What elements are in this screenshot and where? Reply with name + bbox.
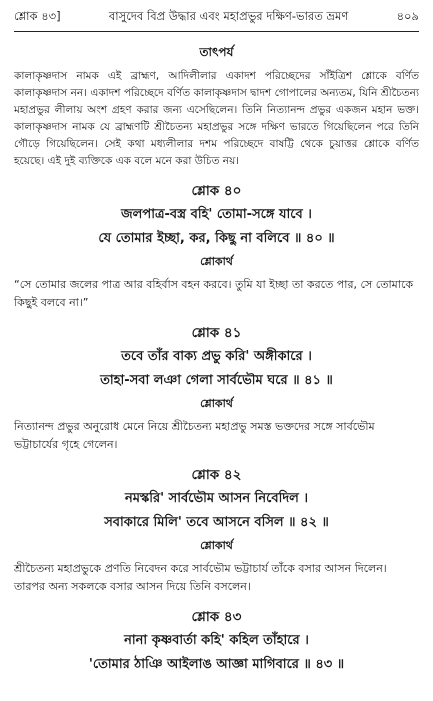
verse-number: শ্লোক ৪০	[191, 183, 242, 199]
verse-line: তাহা-সবা লঞা গেলা সার্বভৌম ঘরে ॥ ৪১ ॥	[100, 373, 333, 388]
verse-number: শ্লোক ৪১	[191, 325, 242, 341]
verse-line: যে তোমার ইচ্ছা, কর, কিছু না বলিবে ॥ ৪০ ॥	[98, 231, 335, 246]
translation-label: শ্লোকার্থ	[200, 397, 233, 410]
purport-heading: তাৎপর্য	[199, 45, 234, 59]
verse-line: তবে তাঁর বাক্য প্রভু করি' অঙ্গীকারে ।	[121, 349, 312, 364]
verse-line: নমস্করি' সার্বভৌম আসন নিবেদিল ।	[124, 491, 309, 506]
running-head-chapter-title: বাসুদেব বিপ্র উদ্ধার এবং মহাপ্রভুর দক্ষিণ-ভারত ভ্রমণ	[108, 9, 349, 23]
purport-text: কালাকৃষ্ণদাস নামক এই ব্রাহ্মণ, আদিলীলার একাদশ পরিচ্ছেদের সাঁইত্রিশ শ্লোকে বর্ণিত কালাকৃষ্ণদাস নন। একাদশ পরিচ্ছেদে বর্ণিত কালাকৃষ্ণদাস দ্বাদশ গোপালের অন্যতম, যিনি শ্রীচৈতন্য মহাপ্রভুর লীলায় অংশ গ্রহণ করার জন্য এসেছিলেন। তিনি নিত্যানন্দ প্রভুর একজন মহান ভক্ত। কালাকৃষ্ণদাস নামক যে ব্রাহ্মণটি শ্রীচৈতন্য মহাপ্রভুর সঙ্গে দক্ষিণ ভারতে গিয়েছিলেন পরে তিনি গৌড়ে গিয়েছিলেন। সেই কথা মধ্যলীলার দশম পরিচ্ছেদে বাষট্টি থেকে চুয়াত্তর শ্লোকে বর্ণিত হয়েছে। এই দুই ব্যক্তিকে এক বলে মনে করা উচিত নয়।	[14, 70, 419, 167]
verse-line: জলপাত্র-বস্ত্র বহি' তোমা-সঙ্গে যাবে ।	[121, 207, 312, 222]
verse-number: শ্লোক ৪২	[191, 467, 242, 483]
running-head	[14, 8, 419, 32]
verse-number: শ্লোক ৪৩	[191, 609, 242, 625]
page-number: ৪০৯	[396, 9, 419, 23]
verse-translation: শ্রীচৈতন্য মহাপ্রভুকে প্রণতি নিবেদন করে সার্বভৌম ভট্টাচার্য তাঁকে বসার আসন দিলেন। তারপর অন্য সকলকে বসার আসন দিয়ে তিনি বসলেন।	[14, 562, 387, 593]
verse-line: নানা কৃষ্ণবার্তা কহি' কহিল তাঁহারে ।	[124, 633, 309, 648]
verse-translation: নিত্যানন্দ প্রভুর অনুরোধ মেনে নিয়ে শ্রীচৈতন্য মহাপ্রভু সমস্ত ভক্তদের সঙ্গে সার্বভৌম ভট্টাচার্যের গৃহে গেলেন।	[14, 420, 375, 451]
translation-label: শ্লোকার্থ	[200, 255, 233, 268]
verse-line: সবাকারে মিলি' তবে আসনে বসিল ॥ ৪২ ॥	[104, 515, 329, 530]
verse-translation: “সে তোমার জলের পাত্র আর বহির্বাস বহন করবে। তুমি যা ইচ্ছা তা করতে পার, সে তোমাকে কিছুই বলবে না।”	[14, 278, 414, 309]
running-head-verse-ref: শ্লোক ৪৩]	[14, 9, 61, 23]
verse-line: 'তোমার ঠাঞি আইলাঙ আজ্ঞা মাগিবারে ॥ ৪৩ ॥	[88, 657, 345, 672]
translation-label: শ্লোকার্থ	[200, 539, 233, 552]
